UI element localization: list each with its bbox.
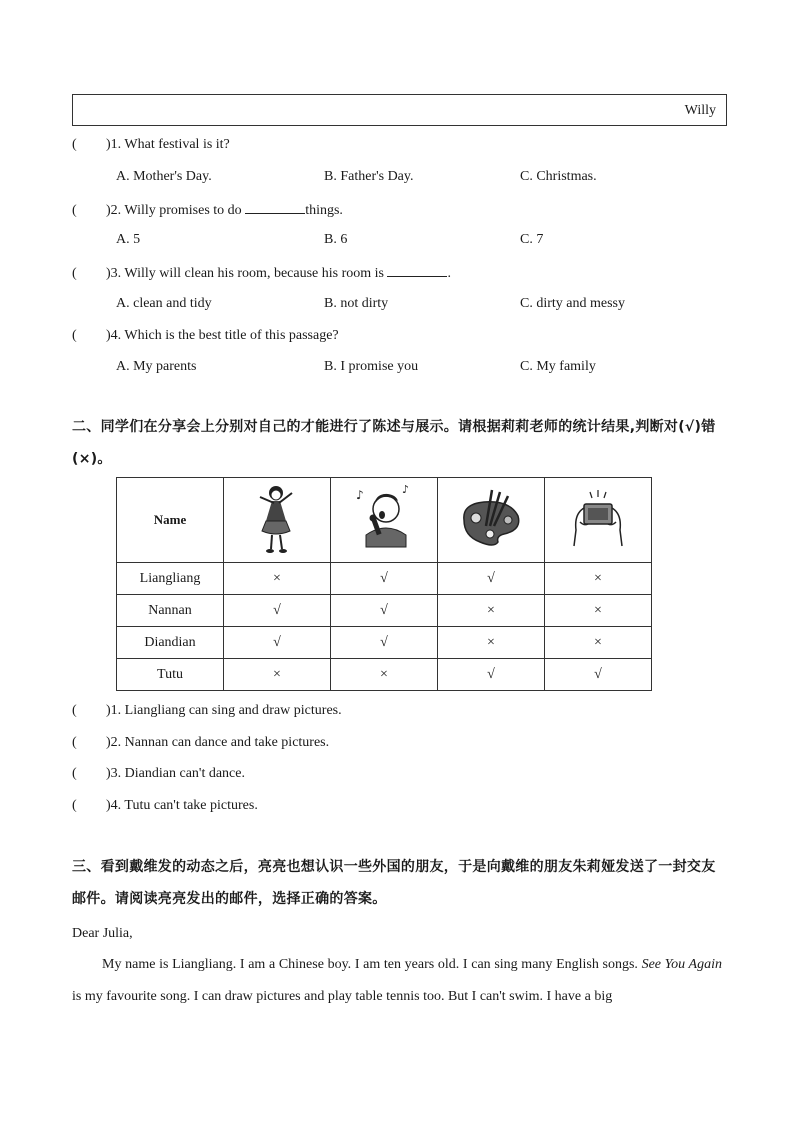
letter-paragraph [72, 949, 722, 1013]
option-b: B. Father's Day. [324, 169, 414, 184]
cell-mark: × [331, 659, 438, 691]
option-b: B. I promise you [324, 359, 419, 374]
option-a: A. 5 [116, 232, 141, 247]
paragraph-text: My name is Liangliang. I am a Chinese boy. I am ten years old. I can sing many English songs. [102, 957, 642, 972]
question-text: 3. Willy will clean his room, because his room is [110, 266, 388, 281]
question-text-end: . [447, 266, 451, 281]
name-column-header: Name [117, 478, 224, 563]
paragraph-text-continued: is my favourite song. I can draw pictures and play table tennis too. But I can't swim. I have a big [72, 989, 613, 1004]
song-title: See You Again [641, 957, 722, 972]
question-text: 4. Tutu can't take pictures. [110, 798, 258, 813]
table-header-row [117, 478, 652, 563]
question-1 [72, 137, 230, 153]
section-3-heading: 三、看到戴维发的动态之后，亮亮也想认识一些外国的朋友，于是向戴维的朋友朱莉娅发送了一封交友邮件。请阅读亮亮发出的邮件，选择正确的答案。 [72, 859, 716, 907]
row-name: Liangliang [117, 563, 224, 595]
paren-open: ( [72, 266, 77, 281]
judge-question-3 [72, 766, 245, 782]
row-name: Diandian [117, 627, 224, 659]
paren-open: ( [72, 798, 77, 813]
question-text: 2. Nannan can dance and take pictures. [110, 735, 330, 750]
cell-mark: × [438, 627, 545, 659]
paren-close: ) [106, 266, 111, 281]
cell-mark: × [545, 595, 652, 627]
option-c: C. My family [520, 359, 596, 374]
cell-mark: √ [545, 659, 652, 691]
cell-mark: √ [331, 595, 438, 627]
cell-mark: × [224, 659, 331, 691]
judge-question-1 [72, 703, 342, 719]
table-row [117, 627, 652, 659]
row-name: Tutu [117, 659, 224, 691]
table-row [117, 659, 652, 691]
question-text: 1. Liangliang can sing and draw pictures. [110, 703, 342, 718]
paren-close: ) [106, 328, 111, 343]
question-text: 2. Willy promises to do [110, 203, 246, 218]
svg-text:♪: ♪ [356, 487, 364, 502]
option-c: C. 7 [520, 232, 544, 247]
question-3 [72, 264, 451, 282]
name-box [72, 94, 727, 126]
question-text-end: things. [305, 203, 343, 218]
paren-close: ) [106, 735, 111, 750]
option-b: B. 6 [324, 232, 348, 247]
cell-mark: × [224, 563, 331, 595]
sing-icon [331, 478, 438, 563]
option-a: A. clean and tidy [116, 296, 212, 311]
row-name: Nannan [117, 595, 224, 627]
cell-mark: × [545, 563, 652, 595]
take-pictures-icon [545, 478, 652, 563]
cell-mark: × [438, 595, 545, 627]
paren-open: ( [72, 703, 77, 718]
table-row [117, 595, 652, 627]
answer-blank[interactable] [387, 264, 447, 277]
paren-open: ( [72, 203, 77, 218]
cell-mark: √ [331, 563, 438, 595]
section-2-heading: 二、同学们在分享会上分别对自己的才能进行了陈述与展示。请根据莉莉老师的统计结果,判断对(√)错(×)。 [72, 419, 716, 467]
option-c: C. dirty and messy [520, 296, 625, 311]
talent-table [116, 477, 652, 691]
table-row [117, 563, 652, 595]
paren-close: ) [106, 766, 111, 781]
cell-mark: √ [224, 595, 331, 627]
question-text: 1. What festival is it? [110, 137, 230, 152]
paren-open: ( [72, 766, 77, 781]
dance-icon [224, 478, 331, 563]
option-c: C. Christmas. [520, 169, 597, 184]
paren-open: ( [72, 735, 77, 750]
question-text: 4. Which is the best title of this passage? [110, 328, 339, 343]
question-text: 3. Diandian can't dance. [110, 766, 245, 781]
paren-open: ( [72, 137, 77, 152]
question-2 [72, 201, 343, 219]
cell-mark: √ [331, 627, 438, 659]
option-a: A. My parents [116, 359, 197, 374]
paren-close: ) [106, 137, 111, 152]
name-box-text: Willy [684, 103, 716, 118]
option-b: B. not dirty [324, 296, 389, 311]
cell-mark: √ [438, 659, 545, 691]
cell-mark: √ [438, 563, 545, 595]
option-a: A. Mother's Day. [116, 169, 212, 184]
judge-question-4 [72, 798, 258, 814]
paren-close: ) [106, 798, 111, 813]
draw-pictures-icon [438, 478, 545, 563]
paren-open: ( [72, 328, 77, 343]
answer-blank[interactable] [245, 201, 305, 214]
cell-mark: √ [224, 627, 331, 659]
cell-mark: × [545, 627, 652, 659]
judge-question-2 [72, 735, 329, 751]
paren-close: ) [106, 203, 111, 218]
paren-close: ) [106, 703, 111, 718]
svg-text:♪: ♪ [402, 482, 410, 496]
letter-salutation: Dear Julia, [72, 926, 133, 941]
question-4 [72, 328, 339, 344]
